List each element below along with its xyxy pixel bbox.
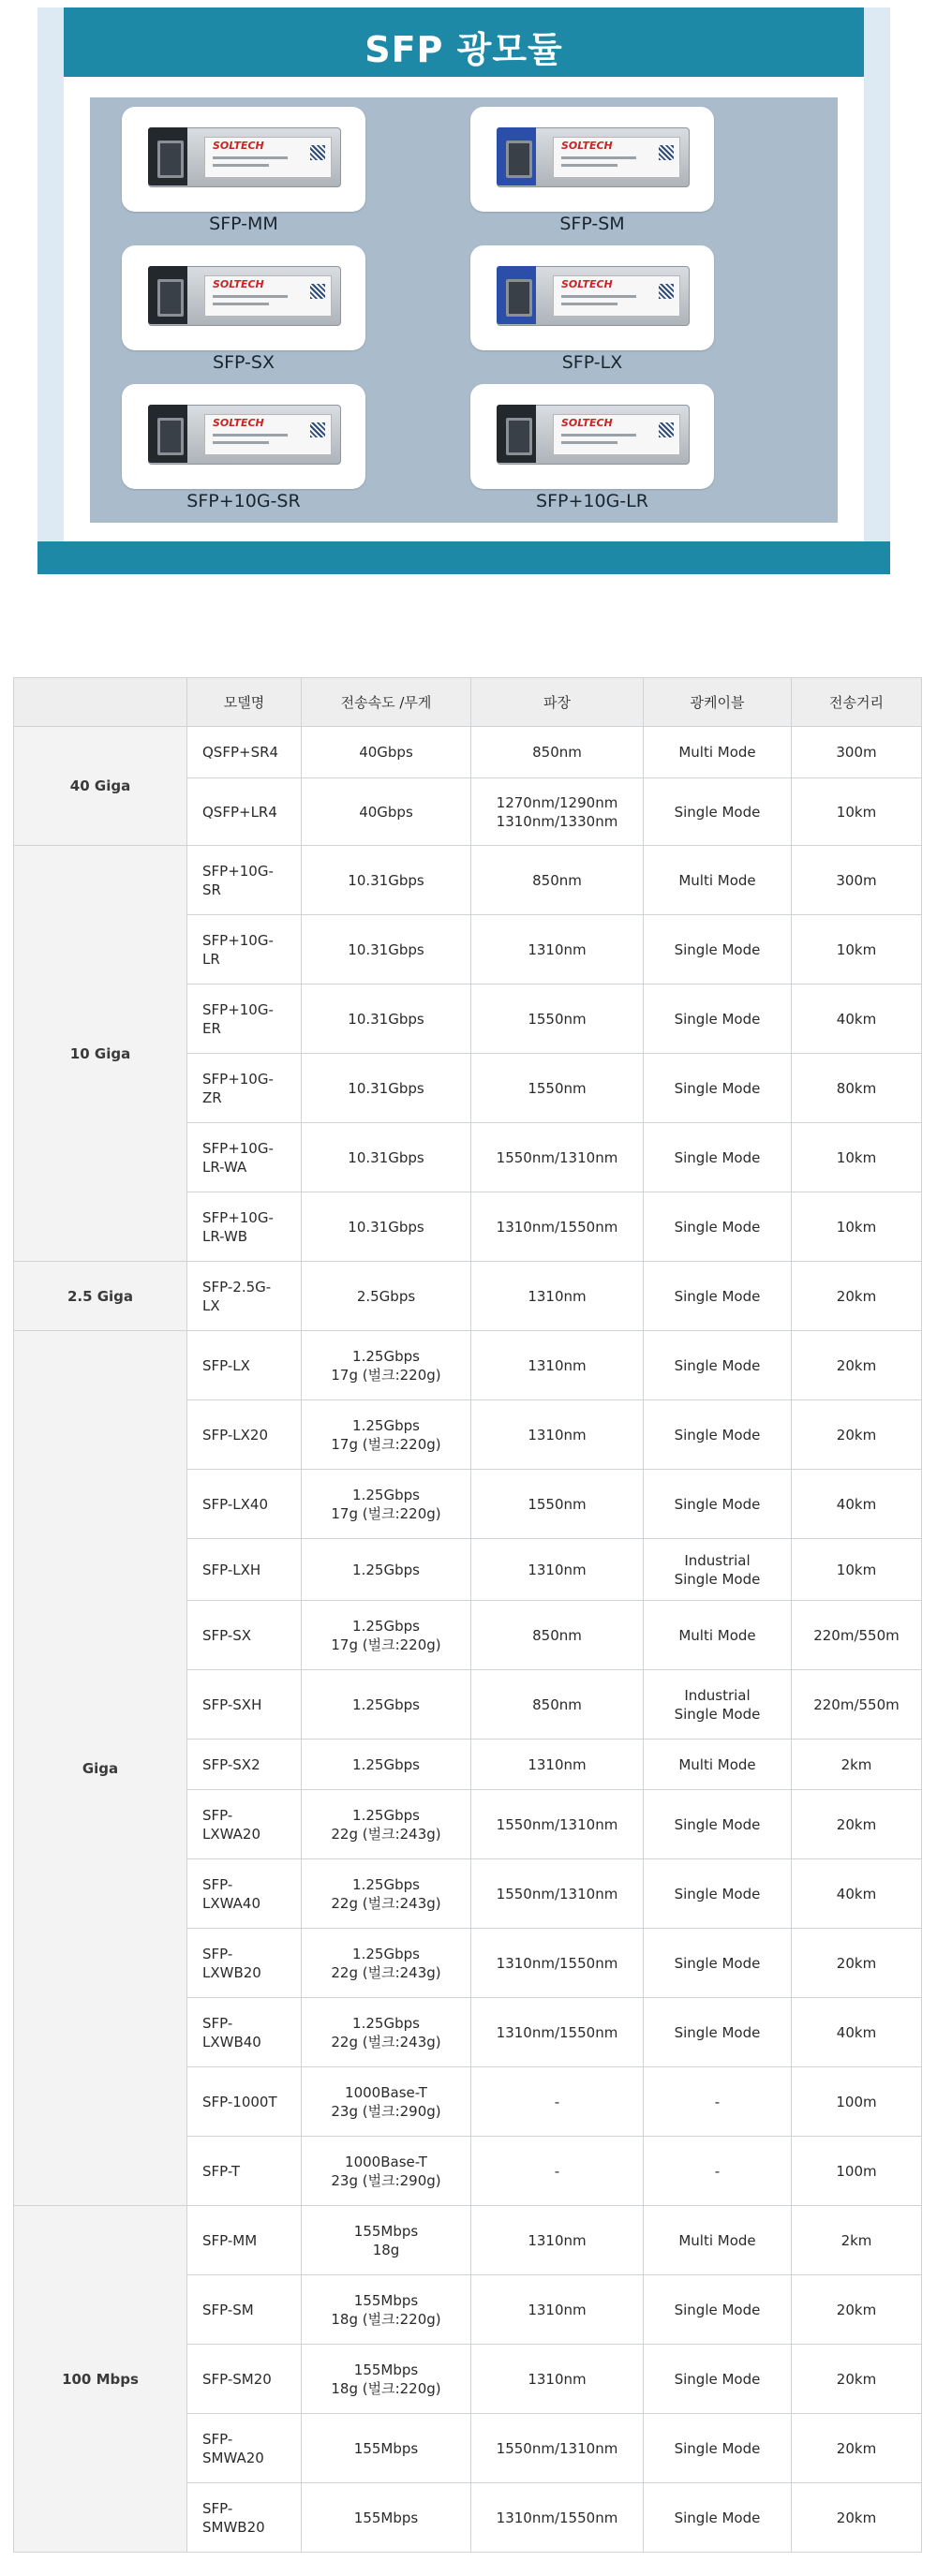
group-label: 100 Mbps [14, 2206, 187, 2553]
wavelength-cell: 1310nm [471, 1740, 644, 1790]
distance-cell: 40km [792, 1859, 922, 1929]
module-label: SFP+10G-LR [536, 491, 648, 511]
banner-panel [64, 77, 864, 541]
qr-code-icon [310, 145, 325, 160]
distance-cell: 300m [792, 727, 922, 778]
cable-cell: Multi Mode [644, 846, 792, 915]
wavelength-cell: 850nm [471, 1670, 644, 1740]
group-label: Giga [14, 1331, 187, 2206]
wavelength-cell: 1310nm/1550nm [471, 1929, 644, 1998]
speed-cell: 10.31Gbps [302, 1054, 471, 1123]
cable-cell: Single Mode [644, 1331, 792, 1400]
module-card-sfp-sm [470, 107, 714, 212]
model-cell: SFP- LXWB40 [187, 1998, 302, 2067]
wavelength-cell: 1550nm/1310nm [471, 1859, 644, 1929]
model-cell: SFP+10G- SR [187, 846, 302, 915]
speed-cell: 10.31Gbps [302, 1123, 471, 1192]
model-cell: SFP-T [187, 2137, 302, 2206]
latch-icon [148, 266, 187, 324]
wavelength-cell: 1310nm [471, 2345, 644, 2414]
qr-code-icon [659, 145, 674, 160]
cable-cell: Single Mode [644, 1262, 792, 1331]
cable-cell: Multi Mode [644, 1601, 792, 1670]
wavelength-cell: 1310nm/1550nm [471, 1192, 644, 1262]
module-grid [90, 97, 838, 523]
wavelength-cell: 1310nm [471, 2275, 644, 2345]
cable-cell: Single Mode [644, 915, 792, 985]
distance-cell: 40km [792, 985, 922, 1054]
latch-icon [148, 405, 187, 463]
wavelength-cell: 850nm [471, 1601, 644, 1670]
distance-cell: 10km [792, 915, 922, 985]
brand-logo: SOLTECH [213, 417, 264, 429]
latch-icon [148, 127, 187, 185]
model-cell: SFP- LXWA20 [187, 1790, 302, 1859]
module-card-sfp-sx [122, 245, 365, 350]
qr-code-icon [659, 422, 674, 437]
distance-cell: 220m/550m [792, 1670, 922, 1740]
speed-cell: 1.25Gbps 17g (벌크:220g) [302, 1470, 471, 1539]
distance-cell: 20km [792, 2275, 922, 2345]
distance-cell: 10km [792, 1123, 922, 1192]
module-card-sfp-lx [470, 245, 714, 350]
banner-title: SFP 광모듈 [364, 29, 563, 70]
wavelength-cell: 1550nm [471, 985, 644, 1054]
wavelength-cell: 1310nm [471, 1331, 644, 1400]
module-card-sfp-10g-lr [470, 384, 714, 489]
wavelength-cell: 1310nm/1550nm [471, 2483, 644, 2553]
group-label: 10 Giga [14, 846, 187, 1262]
speed-cell: 40Gbps [302, 727, 471, 778]
brand-logo: SOLTECH [213, 278, 264, 290]
model-cell: SFP- SMWA20 [187, 2414, 302, 2483]
model-cell: SFP-SM20 [187, 2345, 302, 2414]
distance-cell: 20km [792, 1790, 922, 1859]
speed-cell: 10.31Gbps [302, 1192, 471, 1262]
speed-cell: 155Mbps 18g (벌크:220g) [302, 2345, 471, 2414]
wavelength-cell: 1310nm [471, 2206, 644, 2275]
cable-cell: - [644, 2137, 792, 2206]
product-label [204, 275, 332, 317]
distance-cell: 2km [792, 1740, 922, 1790]
wavelength-cell: 1310nm/1550nm [471, 1998, 644, 2067]
wavelength-cell: 1550nm [471, 1054, 644, 1123]
speed-cell: 40Gbps [302, 778, 471, 846]
brand-logo: SOLTECH [561, 417, 613, 429]
product-label [204, 137, 332, 178]
wavelength-cell: 1550nm/1310nm [471, 1790, 644, 1859]
model-cell: SFP- LXWA40 [187, 1859, 302, 1929]
group-label: 40 Giga [14, 727, 187, 846]
module-card-sfp-10g-sr [122, 384, 365, 489]
wavelength-cell: 1550nm [471, 1470, 644, 1539]
speed-cell: 1.25Gbps 22g (벌크:243g) [302, 1998, 471, 2067]
speed-cell: 1.25Gbps [302, 1539, 471, 1601]
distance-cell: 20km [792, 1929, 922, 1998]
product-banner [37, 7, 890, 574]
module-label: SFP+10G-SR [186, 491, 301, 511]
model-cell: SFP-1000T [187, 2067, 302, 2137]
distance-cell: 20km [792, 1331, 922, 1400]
cable-cell: Single Mode [644, 1123, 792, 1192]
model-cell: SFP-MM [187, 2206, 302, 2275]
product-label [553, 275, 680, 317]
speed-cell: 1000Base-T 23g (벌크:290g) [302, 2067, 471, 2137]
wavelength-cell: 1550nm/1310nm [471, 2414, 644, 2483]
qr-code-icon [659, 284, 674, 299]
distance-cell: 10km [792, 778, 922, 846]
table-body [14, 727, 922, 2553]
distance-cell: 20km [792, 2414, 922, 2483]
table-row [14, 846, 922, 915]
wavelength-cell: 1550nm/1310nm [471, 1123, 644, 1192]
cable-cell: Single Mode [644, 1470, 792, 1539]
model-cell: SFP+10G- LR-WA [187, 1123, 302, 1192]
distance-cell: 100m [792, 2067, 922, 2137]
banner-header [64, 7, 864, 77]
distance-cell: 20km [792, 1262, 922, 1331]
speed-cell: 10.31Gbps [302, 846, 471, 915]
wavelength-cell: - [471, 2067, 644, 2137]
model-cell: SFP-LX20 [187, 1400, 302, 1470]
distance-cell: 20km [792, 1400, 922, 1470]
speed-cell: 2.5Gbps [302, 1262, 471, 1331]
speed-cell: 10.31Gbps [302, 915, 471, 985]
distance-cell: 10km [792, 1539, 922, 1601]
distance-cell: 10km [792, 1192, 922, 1262]
table-row [14, 1331, 922, 1400]
model-cell: SFP- LXWB20 [187, 1929, 302, 1998]
cable-cell: Single Mode [644, 1192, 792, 1262]
speed-cell: 10.31Gbps [302, 985, 471, 1054]
wavelength-cell: 1310nm [471, 1262, 644, 1331]
distance-cell: 20km [792, 2345, 922, 2414]
wavelength-cell: 1270nm/1290nm 1310nm/1330nm [471, 778, 644, 846]
speed-cell: 1000Base-T 23g (벌크:290g) [302, 2137, 471, 2206]
cable-cell: Single Mode [644, 2483, 792, 2553]
spec-table [13, 677, 922, 2553]
module-label: SFP-LX [561, 352, 623, 373]
wavelength-cell: 1310nm [471, 915, 644, 985]
model-cell: SFP-SX [187, 1601, 302, 1670]
model-cell: SFP-SXH [187, 1670, 302, 1740]
cable-cell: Single Mode [644, 2345, 792, 2414]
cable-cell: Multi Mode [644, 727, 792, 778]
qr-code-icon [310, 284, 325, 299]
model-cell: SFP+10G- ZR [187, 1054, 302, 1123]
group-label: 2.5 Giga [14, 1262, 187, 1331]
cable-cell: Single Mode [644, 1400, 792, 1470]
wavelength-cell: - [471, 2137, 644, 2206]
distance-cell: 300m [792, 846, 922, 915]
model-cell: SFP- SMWB20 [187, 2483, 302, 2553]
header-row [14, 678, 922, 727]
model-cell: SFP-LX [187, 1331, 302, 1400]
latch-icon [497, 127, 536, 185]
speed-cell: 1.25Gbps 17g (벌크:220g) [302, 1331, 471, 1400]
cable-cell: Single Mode [644, 778, 792, 846]
module-card-sfp-mm [122, 107, 365, 212]
cable-cell: Industrial Single Mode [644, 1670, 792, 1740]
speed-cell: 155Mbps 18g (벌크:220g) [302, 2275, 471, 2345]
speed-cell: 1.25Gbps 17g (벌크:220g) [302, 1400, 471, 1470]
product-label [553, 414, 680, 455]
module-label: SFP-MM [209, 214, 278, 234]
speed-cell: 155Mbps 18g [302, 2206, 471, 2275]
model-cell: SFP-LX40 [187, 1470, 302, 1539]
brand-logo: SOLTECH [213, 140, 264, 152]
speed-cell: 1.25Gbps [302, 1740, 471, 1790]
model-cell: QSFP+SR4 [187, 727, 302, 778]
cable-cell: Single Mode [644, 1790, 792, 1859]
distance-cell: 100m [792, 2137, 922, 2206]
cable-cell: Single Mode [644, 2414, 792, 2483]
cable-cell: Multi Mode [644, 1740, 792, 1790]
speed-cell: 1.25Gbps [302, 1670, 471, 1740]
module-label: SFP-SX [213, 352, 275, 373]
cable-cell: Industrial Single Mode [644, 1539, 792, 1601]
distance-cell: 40km [792, 1470, 922, 1539]
header-model: 모델명 [187, 678, 302, 727]
cable-cell: Single Mode [644, 1998, 792, 2067]
banner-footer-bar [37, 541, 890, 574]
model-cell: SFP-SM [187, 2275, 302, 2345]
distance-cell: 20km [792, 2483, 922, 2553]
speed-cell: 1.25Gbps 17g (벌크:220g) [302, 1601, 471, 1670]
speed-cell: 1.25Gbps 22g (벌크:243g) [302, 1859, 471, 1929]
header-distance: 전송거리 [792, 678, 922, 727]
wavelength-cell: 850nm [471, 727, 644, 778]
speed-cell: 1.25Gbps 22g (벌크:243g) [302, 1929, 471, 1998]
distance-cell: 40km [792, 1998, 922, 2067]
header-speed: 전송속도 /무게 [302, 678, 471, 727]
cable-cell: Single Mode [644, 1054, 792, 1123]
product-label [553, 137, 680, 178]
cable-cell: Multi Mode [644, 2206, 792, 2275]
product-label [204, 414, 332, 455]
header-blank [14, 678, 187, 727]
latch-icon [497, 405, 536, 463]
cable-cell: - [644, 2067, 792, 2137]
table-row [14, 1262, 922, 1331]
speed-cell: 1.25Gbps 22g (벌크:243g) [302, 1790, 471, 1859]
distance-cell: 2km [792, 2206, 922, 2275]
brand-logo: SOLTECH [561, 278, 613, 290]
table-row [14, 727, 922, 778]
cable-cell: Single Mode [644, 2275, 792, 2345]
model-cell: QSFP+LR4 [187, 778, 302, 846]
distance-cell: 220m/550m [792, 1601, 922, 1670]
distance-cell: 80km [792, 1054, 922, 1123]
brand-logo: SOLTECH [561, 140, 613, 152]
model-cell: SFP-LXH [187, 1539, 302, 1601]
cable-cell: Single Mode [644, 1929, 792, 1998]
table-row [14, 2206, 922, 2275]
wavelength-cell: 1310nm [471, 1400, 644, 1470]
module-label: SFP-SM [559, 214, 625, 234]
model-cell: SFP-SX2 [187, 1740, 302, 1790]
cable-cell: Single Mode [644, 1859, 792, 1929]
qr-code-icon [310, 422, 325, 437]
cable-cell: Single Mode [644, 985, 792, 1054]
model-cell: SFP+10G- LR-WB [187, 1192, 302, 1262]
header-cable: 광케이블 [644, 678, 792, 727]
wavelength-cell: 850nm [471, 846, 644, 915]
model-cell: SFP-2.5G- LX [187, 1262, 302, 1331]
model-cell: SFP+10G- ER [187, 985, 302, 1054]
wavelength-cell: 1310nm [471, 1539, 644, 1601]
speed-cell: 155Mbps [302, 2414, 471, 2483]
header-wavelength: 파장 [471, 678, 644, 727]
latch-icon [497, 266, 536, 324]
model-cell: SFP+10G- LR [187, 915, 302, 985]
speed-cell: 155Mbps [302, 2483, 471, 2553]
